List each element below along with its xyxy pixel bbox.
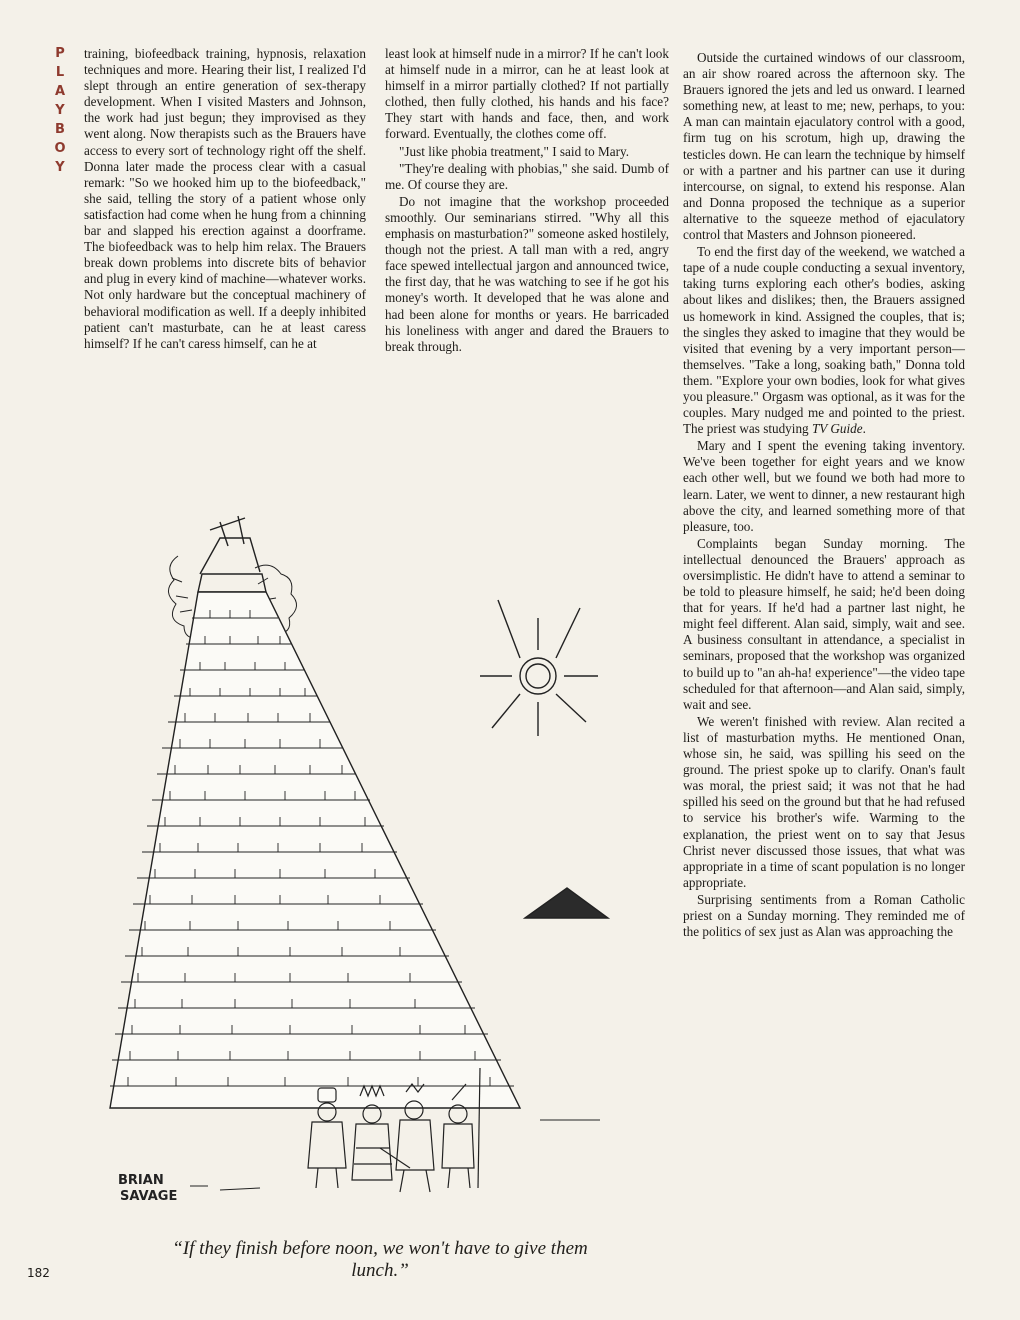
article-column-1 xyxy=(84,46,366,353)
paragraph: Surprising sentiments from a Roman Catholic priest on a Sunday morning. They reminded me of the politics of sex just as Alan was approaching the xyxy=(683,891,965,940)
paragraph: Mary and I spent the evening taking inventory. We've been together for eight years and we know each other well, but we found we both had more to learn. Later, we went to dinner, a new restaurant high above the city, and learned something more of that pleasure, too. xyxy=(683,438,965,534)
masthead-letter: Y xyxy=(55,160,65,175)
paragraph: We weren't finished with review. Alan recited a list of masturbation myths. He mentioned Onan, whose sin, he said, was spilling his seed on the ground. The priest spoke up to clarify. Onan's fault was moral, the priest said; it was not that he had spilled his seed on the ground but that he had refused to service his brother's wife. Warming to the explanation, the priest went on to say that Jesus Christ never discussed those issues, that what was appropriate in a time of scant population is no longer appropriate. xyxy=(683,713,965,890)
cartoon-caption: “If they finish before noon, we won't have to give them lunch.” xyxy=(172,1238,588,1281)
paragraph-end: . xyxy=(862,421,866,437)
masthead-letter: O xyxy=(54,141,66,156)
cartoon-illustration xyxy=(80,508,670,1228)
paragraph: training, biofeedback training, hypnosis, relaxation techniques and more. Hearing their list, I realized I'd slept through an entire generation of sex-therapy development. When I visited Masters and Johnson, the work had just begun; they improvised as they went along. Now therapists such as the Brauers have access to every sort of technology right off the shelf. Donna later made the process clear with a casual remark: "So we hooked him up to the biofeedback," she said, telling the story of a patient whose only satisfaction had come when he hung from a chinning bar and slapped his erection against a doorframe. The biofeedback was to help him relax. The Brauers break down problems into discrete bits of behavior and plug in every kind of machine—whatever works. Not only hardware but the conceptual machinery of behavioral modification as well. If a deeply inhibited patient can't masturbate, can he at least caress himself? If he can't caress himself, can he at xyxy=(84,46,366,351)
masthead-letter: Y xyxy=(55,103,65,118)
article-column-3 xyxy=(683,50,965,941)
masthead-letter: L xyxy=(55,65,65,80)
distant-pyramid xyxy=(525,888,608,918)
signature-line: SAVAGE xyxy=(120,1189,178,1204)
paragraph: "They're dealing with phobias," she said. Dumb of me. Of course they are. xyxy=(385,160,669,192)
masthead-letter: P xyxy=(55,46,65,61)
artist-signature xyxy=(118,1173,177,1204)
signature-line: BRIAN xyxy=(118,1173,164,1188)
masthead-letter: A xyxy=(54,84,66,99)
paragraph-text: To end the first day of the weekend, we watched a tape of a nude couple conducting a sexual inventory, taking turns exploring each other's bodies, asking about likes and dislikes; then, the Brauers assigned us homework in kind. Assigned the couples, that is; the singles they asked to imagine that they would be visited that evening by a very important person—themselves. "Take a long, soaking bath," Donna told them. "Explore your own bodies, look for what gives you pleasure." Orgasm was optional, as it was for the couples. Mary nudged me and pointed to the priest. The priest was studying xyxy=(683,244,965,437)
ground-line xyxy=(190,1120,600,1190)
article-column-2 xyxy=(385,46,669,356)
masthead xyxy=(52,44,68,177)
paragraph: least look at himself nude in a mirror? If he can't look at himself nude in a mirror, can he at least look at himself in a mirror partially clothed? If not partially clothed, then fully clothed, his hands and his face? They start with hands and face, then, and work forward. Eventually, the clothes come off. xyxy=(385,46,669,142)
paragraph: Outside the curtained windows of our classroom, an air show roared across the afternoon sky. The Brauers ignored the jets and led us onward. I learned something new, at least to me; new, perhaps, to you: A man can maintain ejaculatory control with a good, firm tug on his scrotum, high up, drawing the testicles down. He can learn the technique by himself or with a partner and his partner can use it during intercourse, on signal, to extend his response. Alan and Donna proposed the technique as a superior alternative to the squeeze method of ejaculatory control that Masters and Johnson pioneered. xyxy=(683,50,965,243)
sun-icon xyxy=(480,600,598,736)
temple-top xyxy=(198,516,266,592)
page-number: 182 xyxy=(27,1266,50,1280)
paragraph: Complaints began Sunday morning. The intellectual denounced the Brauers' approach as oversimplistic. He didn't have to attend a seminar to be told to pleasure himself, he said; he'd been doing that for years. If he'd had a partner last night, he might feel different. Alan said, simply, wait and see. A business consultant in attendance, a specialist in seminars, proposed that the workshop was organized to build up to "an ah-ha! experience"—the video tape scheduled for that afternoon—and Alan said, simply, wait and see. xyxy=(683,535,965,712)
paragraph: "Just like phobia treatment," I said to Mary. xyxy=(399,143,630,159)
magazine-title: TV Guide xyxy=(811,421,863,437)
paragraph: Do not imagine that the workshop proceeded smoothly. Our seminarians stirred. "Why all this emphasis on masturbation?" someone asked hostilely, though not the priest. A tall man with a red, angry face spewed intellectual jargon and announced twice, the first day, that he was watching to see if he got his money's worth. It developed that he was alone and had been alone for months or years. He barricaded his loneliness with anger and dared the Brauers to break through. xyxy=(385,193,669,354)
pyramid xyxy=(110,592,520,1108)
paragraph xyxy=(683,244,965,437)
masthead-letter: B xyxy=(55,122,65,137)
